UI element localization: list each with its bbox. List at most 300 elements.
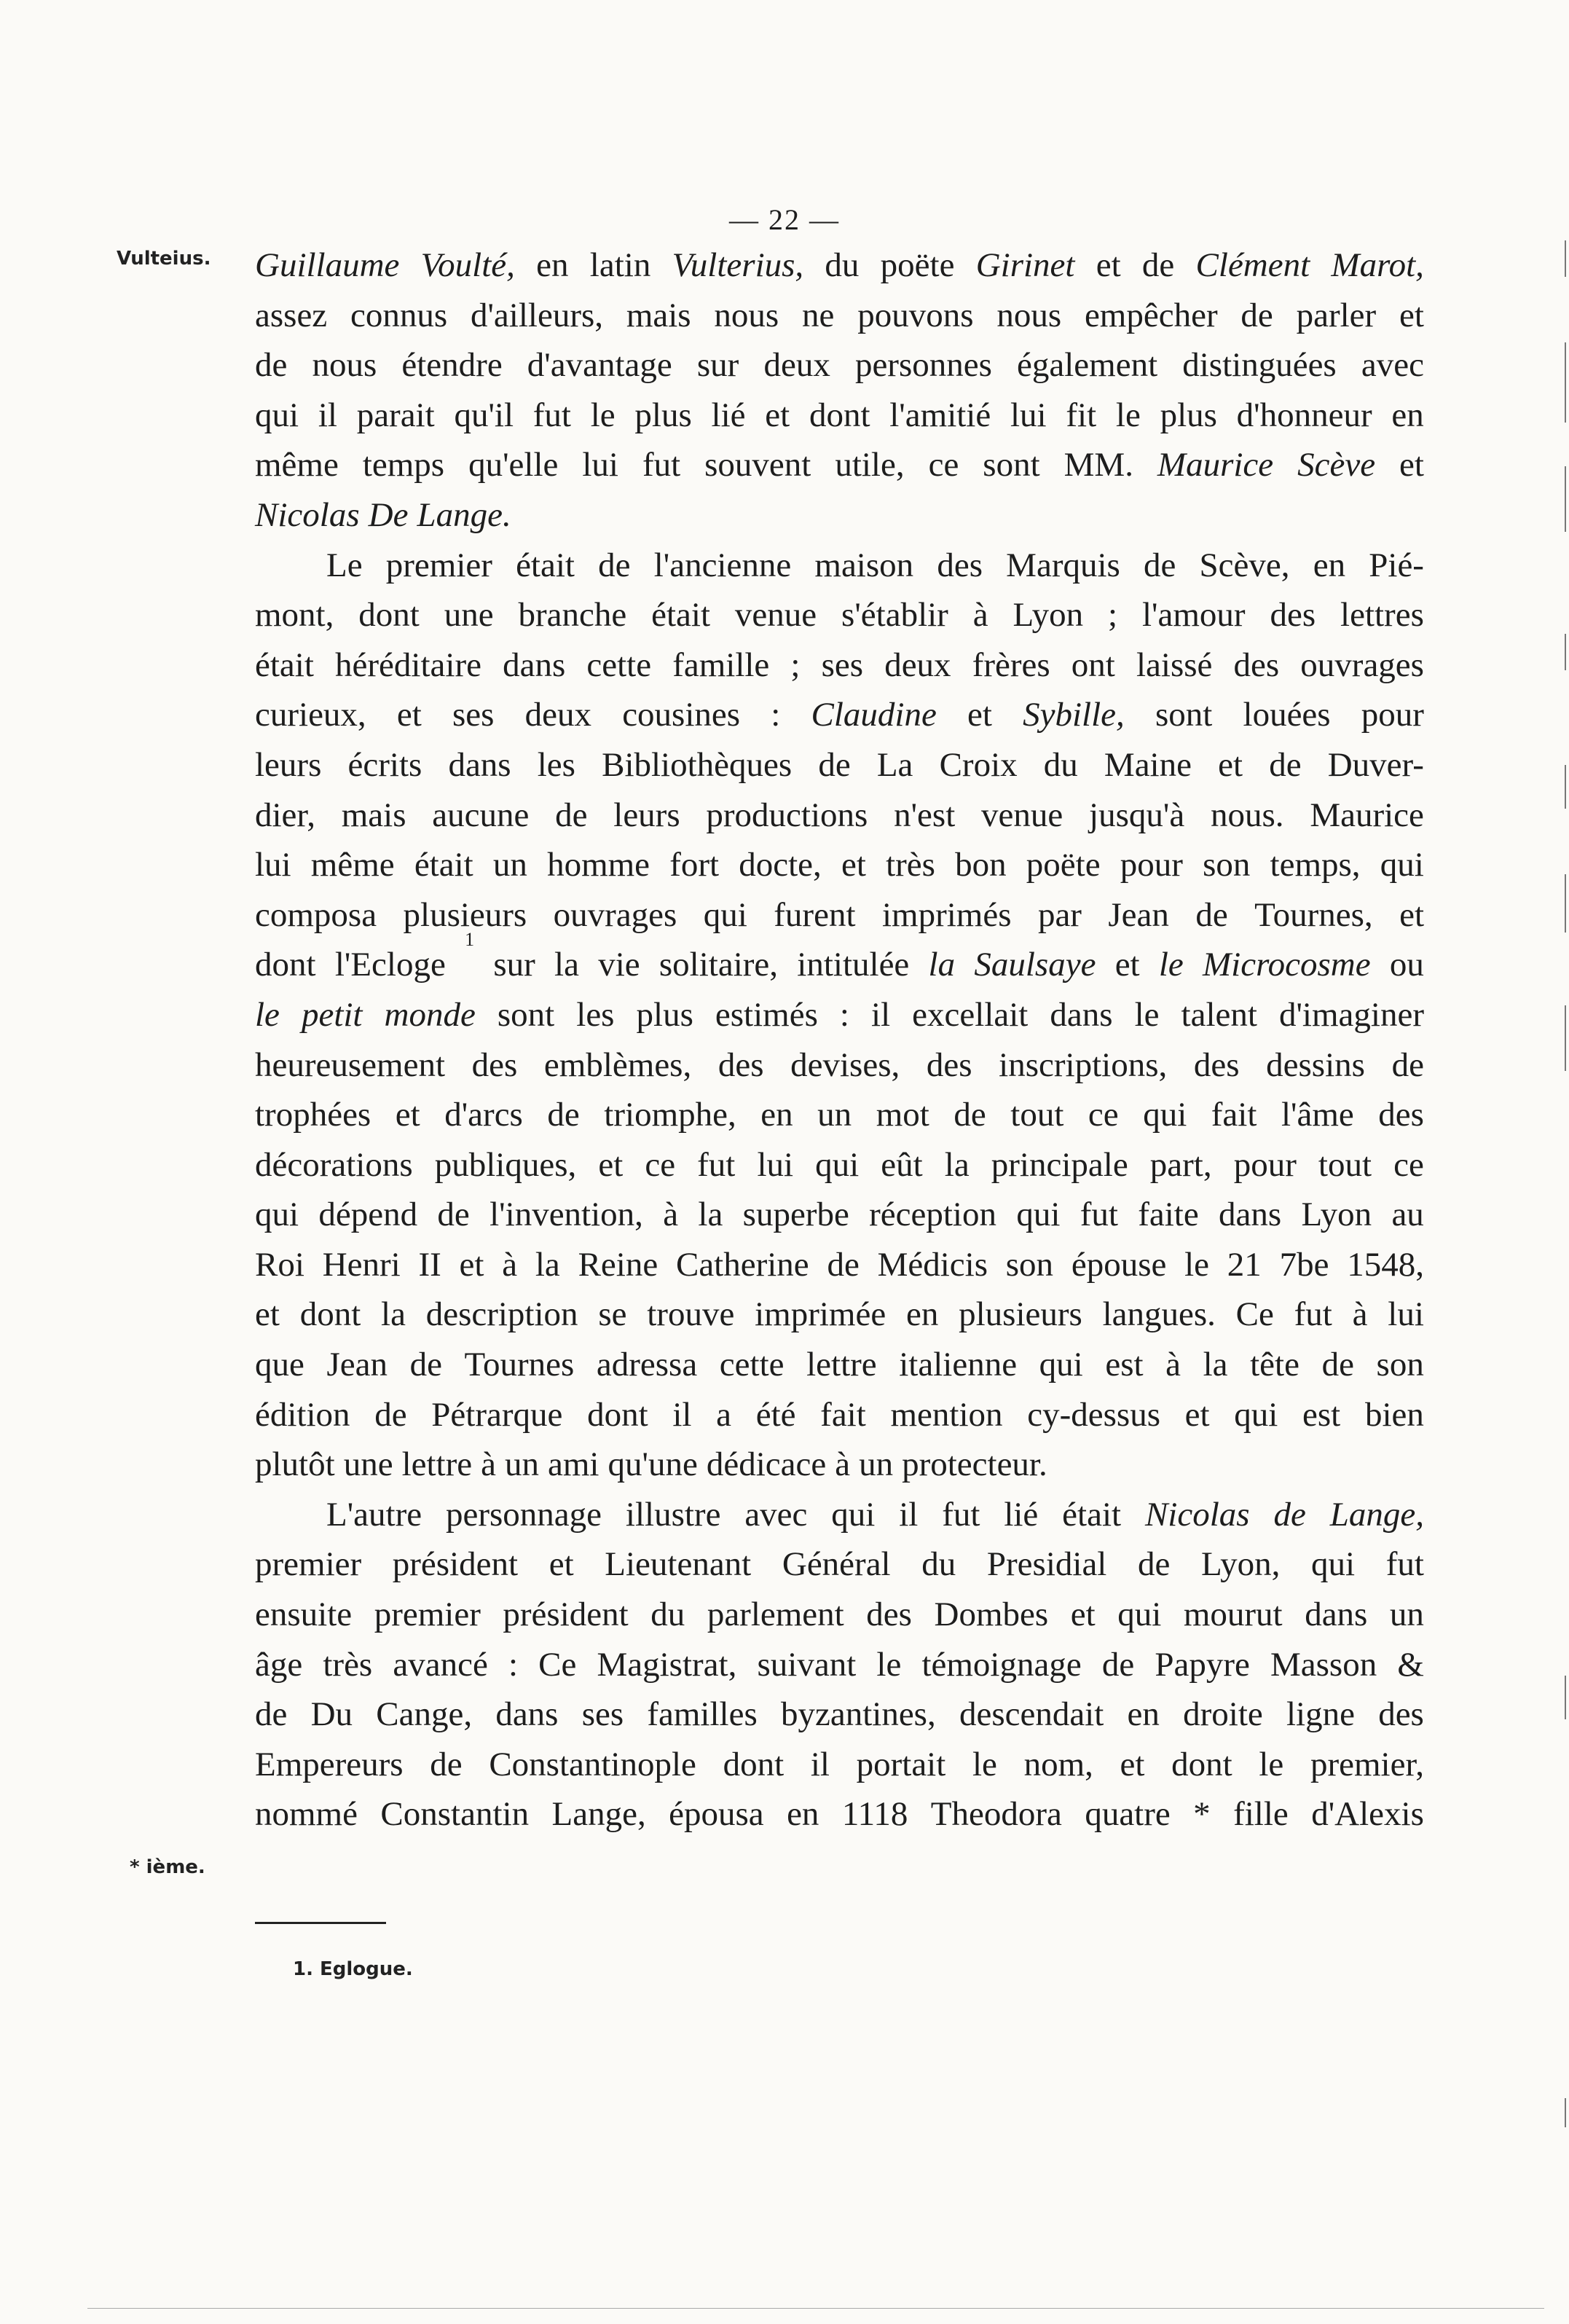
word: italienne — [899, 1346, 1018, 1384]
word: trophées — [255, 1096, 371, 1134]
word: monde — [384, 995, 476, 1034]
word: épousa — [669, 1795, 764, 1834]
word: vie — [598, 946, 640, 984]
text-line — [255, 640, 1424, 691]
word: s'établir — [841, 596, 948, 635]
word: la — [928, 946, 956, 984]
word: il — [899, 1495, 919, 1534]
word: fut — [1385, 1545, 1424, 1584]
text-line — [255, 690, 1424, 740]
word: des — [1378, 1096, 1424, 1134]
word: décorations — [255, 1145, 413, 1184]
word: Pié- — [1369, 546, 1424, 584]
word: de — [827, 1245, 860, 1284]
word: et — [1218, 745, 1243, 784]
word: en — [536, 246, 569, 284]
word: réception — [869, 1196, 996, 1234]
word: Clément — [1195, 246, 1310, 284]
word: imprimée — [755, 1295, 886, 1334]
word: dont — [299, 1295, 361, 1334]
word: un — [505, 1445, 539, 1484]
word: L'autre — [326, 1495, 422, 1534]
word: Lieutenant — [605, 1545, 752, 1584]
word: le — [1184, 1245, 1210, 1284]
text-line — [255, 1190, 1424, 1240]
word: son — [1005, 1245, 1054, 1284]
text-line — [255, 1340, 1424, 1390]
text-line — [255, 929, 1424, 990]
word: et — [841, 846, 866, 884]
text-line — [255, 1440, 1424, 1490]
word: protecteur. — [902, 1445, 1047, 1484]
word: les — [537, 745, 575, 784]
word: lui — [1010, 396, 1047, 434]
word: qui — [1311, 1545, 1356, 1584]
word: et — [1184, 1395, 1210, 1434]
footnote: 1. Eglogue. — [293, 1958, 413, 1980]
word: Sybille, — [1023, 696, 1125, 734]
word: des — [717, 1045, 764, 1084]
word: lui — [255, 846, 291, 884]
word: était — [651, 596, 711, 635]
word: écrits — [347, 745, 422, 784]
text-line — [255, 1740, 1424, 1790]
word: cette — [719, 1346, 784, 1384]
word: fort — [669, 846, 720, 884]
word: de — [818, 745, 851, 784]
word: de — [255, 1695, 288, 1734]
word: temps, — [1270, 846, 1361, 884]
text-line — [255, 840, 1424, 890]
word: deux — [884, 645, 951, 684]
word: Lange. — [417, 495, 511, 534]
word: frères — [972, 645, 1050, 684]
word: famille — [672, 645, 770, 684]
word: dans — [495, 1695, 559, 1734]
word: de — [1391, 1045, 1424, 1084]
word: II — [418, 1245, 441, 1284]
word: de — [555, 796, 588, 834]
word: temps — [362, 446, 445, 484]
word: dans — [448, 745, 511, 784]
text-line — [255, 1140, 1424, 1190]
word: et — [967, 696, 992, 734]
word: Constantin — [380, 1795, 530, 1834]
word: portait — [856, 1745, 946, 1783]
word: pour — [1120, 846, 1183, 884]
word: de — [1195, 895, 1228, 934]
word: principale — [991, 1145, 1128, 1184]
word: lui — [1388, 1295, 1424, 1334]
word: intitulée — [797, 946, 910, 984]
word: Cange, — [376, 1695, 473, 1734]
word: langues. — [1102, 1295, 1216, 1334]
word: mais — [341, 796, 406, 834]
word: premier — [385, 546, 492, 584]
word: et — [1399, 895, 1424, 934]
text-line — [255, 541, 1424, 591]
word: dessins — [1266, 1045, 1365, 1084]
word: ouvrages — [553, 895, 677, 934]
word: leurs — [613, 796, 680, 834]
text-line — [255, 340, 1424, 390]
word: qui — [831, 1495, 876, 1534]
word: ses — [452, 696, 495, 734]
word: nous. — [1211, 796, 1284, 834]
word: premier — [374, 1595, 481, 1634]
word: de — [1141, 246, 1175, 284]
word: homme — [547, 846, 650, 884]
text-line — [255, 1289, 1424, 1340]
word: plus — [636, 995, 693, 1034]
word: au — [1391, 1196, 1424, 1234]
text-line — [255, 1490, 1424, 1540]
word: une — [343, 1445, 393, 1484]
word: jusqu'à — [1089, 796, 1185, 834]
word: mention — [890, 1395, 1003, 1434]
word: un — [817, 1096, 852, 1134]
word: ; — [790, 645, 801, 684]
word: ce — [1088, 1096, 1119, 1134]
word: même — [310, 846, 395, 884]
word: lié — [711, 396, 746, 434]
word: d'honneur — [1236, 396, 1372, 434]
word: illustre — [625, 1495, 721, 1534]
word: il — [672, 1395, 692, 1434]
word: était — [516, 546, 575, 584]
word: également — [1017, 346, 1158, 385]
word: nommé — [255, 1795, 358, 1834]
word: était — [414, 846, 473, 884]
word: sur — [493, 946, 535, 984]
word: 1548, — [1347, 1245, 1424, 1284]
word: était — [255, 645, 314, 684]
word: qui — [255, 1196, 299, 1234]
word: dépend — [318, 1196, 418, 1234]
word: le — [255, 995, 280, 1034]
word: Lyon — [1301, 1196, 1372, 1234]
word: Général — [782, 1545, 891, 1584]
word: la — [381, 1295, 406, 1334]
word: été — [755, 1395, 796, 1434]
word: du — [921, 1545, 956, 1584]
word: Roi — [255, 1245, 304, 1284]
word: qu'une — [607, 1445, 698, 1484]
word: à — [1352, 1295, 1368, 1334]
word: en — [787, 1795, 819, 1834]
word: dans — [1050, 995, 1113, 1034]
word: des — [1270, 596, 1316, 635]
word: Maurice — [1310, 796, 1424, 834]
word: et — [255, 1295, 280, 1334]
word: Ce — [538, 1645, 577, 1684]
word: deux — [763, 346, 830, 385]
edge-mark — [1565, 1005, 1566, 1071]
word: qui — [1380, 846, 1424, 884]
word: des — [1233, 645, 1280, 684]
word: fille — [1233, 1795, 1289, 1834]
word: dont — [358, 596, 420, 635]
word: : — [771, 696, 781, 734]
word: son — [1376, 1346, 1424, 1384]
edge-mark — [1565, 634, 1566, 670]
word: a — [716, 1395, 732, 1434]
word: personnage — [445, 1495, 602, 1534]
word: Constantinople — [489, 1745, 696, 1783]
word: Guillaume — [255, 246, 400, 284]
word: l'âme — [1281, 1096, 1354, 1134]
word: part, — [1149, 1145, 1212, 1184]
word: le — [876, 1645, 902, 1684]
word: nous — [996, 296, 1062, 334]
word: Marquis — [1006, 546, 1120, 584]
word: Maine — [1104, 745, 1192, 784]
word: plutôt — [255, 1445, 335, 1484]
word: Catherine — [675, 1245, 809, 1284]
word: en — [1391, 396, 1424, 434]
word: ne — [802, 296, 835, 334]
word: et — [598, 1145, 624, 1184]
word: Nicolas — [1144, 1495, 1250, 1534]
word: âge — [255, 1645, 303, 1684]
word: Duver- — [1327, 745, 1424, 784]
word: de — [1144, 546, 1176, 584]
word: premier, — [1310, 1745, 1424, 1783]
word: De — [368, 495, 409, 534]
word: en — [760, 1096, 793, 1134]
word: à — [502, 1245, 518, 1284]
edge-mark — [1565, 765, 1566, 809]
word: louées — [1243, 696, 1331, 734]
word: bon — [955, 846, 1007, 884]
word: lui — [757, 1145, 794, 1184]
word: suivant — [757, 1645, 857, 1684]
word: à — [1165, 1346, 1181, 1384]
word: et — [459, 1245, 484, 1284]
word: 21 — [1227, 1245, 1262, 1284]
word: les — [576, 995, 615, 1034]
word: l'amitié — [889, 396, 991, 434]
word: Nicolas — [255, 495, 360, 534]
word: ensuite — [255, 1595, 353, 1634]
word: Microcosme — [1203, 946, 1371, 984]
word: quatre — [1085, 1795, 1171, 1834]
word: plusieurs — [959, 1295, 1082, 1334]
word: et — [548, 1545, 574, 1584]
text-line — [255, 1789, 1424, 1840]
word: des — [866, 1595, 912, 1634]
word: familles — [647, 1695, 758, 1734]
word: excellait — [912, 995, 1029, 1034]
word: 7be — [1279, 1245, 1329, 1284]
word: Bibliothèques — [602, 745, 793, 784]
word: qui — [1016, 1196, 1061, 1234]
word: Tournes — [464, 1346, 575, 1384]
word: la — [944, 1145, 970, 1184]
word: parler — [1296, 296, 1377, 334]
word: deux — [524, 696, 591, 734]
word: de — [430, 1745, 463, 1783]
word: Lyon — [1012, 596, 1084, 635]
word: d'Alexis — [1311, 1795, 1424, 1834]
text-line — [255, 240, 1424, 291]
word: dont — [1171, 1745, 1232, 1783]
word: souvent — [704, 446, 811, 484]
word: * — [1193, 1795, 1211, 1834]
text-line — [255, 490, 1424, 541]
word: de — [1240, 296, 1273, 334]
word: qui — [815, 1145, 860, 1184]
edge-mark — [1565, 342, 1566, 423]
word: qui — [1039, 1346, 1083, 1384]
text-line — [255, 1590, 1424, 1640]
word: Masson — [1270, 1645, 1377, 1684]
word: triomphe, — [604, 1096, 736, 1134]
word: Henri — [322, 1245, 401, 1284]
word: Theodora — [930, 1795, 1062, 1834]
margin-note-vulteius: Vulteius. — [117, 248, 211, 270]
word: petit — [301, 995, 363, 1034]
word: empêcher — [1084, 296, 1218, 334]
word: qui — [1143, 1096, 1187, 1134]
word: et — [765, 396, 790, 434]
word: du — [825, 246, 860, 284]
word: venue — [981, 796, 1063, 834]
word: le — [972, 1745, 997, 1783]
word: description — [425, 1295, 578, 1334]
word: un — [859, 1445, 894, 1484]
word: ami — [548, 1445, 599, 1484]
word: Le — [326, 546, 363, 584]
word: Scève, — [1199, 546, 1290, 584]
footnote-rule — [255, 1922, 386, 1924]
word: pour — [1233, 1145, 1297, 1184]
word: heureusement — [255, 1045, 446, 1084]
word: dans — [1219, 1196, 1282, 1234]
word: il — [871, 995, 891, 1034]
text-line — [255, 1390, 1424, 1440]
word: fait — [1211, 1096, 1257, 1134]
word: adressa — [596, 1346, 698, 1384]
word: Claudine — [811, 696, 937, 734]
word: Jean — [326, 1346, 388, 1384]
text-line — [255, 440, 1424, 490]
word: de — [1101, 1645, 1135, 1684]
word: eût — [881, 1145, 923, 1184]
word: assez — [255, 296, 328, 334]
word: à — [663, 1196, 679, 1234]
page-number: — 22 — — [729, 203, 840, 236]
word: Croix — [939, 745, 1018, 784]
word: premier — [255, 1545, 362, 1584]
word: édition — [255, 1395, 350, 1434]
word: Lange, — [551, 1795, 646, 1834]
word: emblèmes, — [543, 1045, 692, 1084]
text-line — [255, 1240, 1424, 1290]
word: Dombes — [934, 1595, 1049, 1634]
text-line — [255, 1539, 1424, 1590]
word: un — [492, 846, 527, 884]
word: talent — [1181, 995, 1257, 1034]
word: en — [1127, 1695, 1160, 1734]
text-line — [255, 390, 1424, 441]
word: branche — [518, 596, 627, 635]
word: inscriptions, — [999, 1045, 1168, 1084]
word: de — [409, 1346, 442, 1384]
word: il — [810, 1745, 830, 1783]
word: ses — [821, 645, 864, 684]
word: Papyre — [1155, 1645, 1250, 1684]
word: fait — [820, 1395, 866, 1434]
word: par — [1037, 895, 1082, 934]
word: dont — [255, 946, 316, 984]
word: Lyon, — [1201, 1545, 1281, 1584]
edge-mark — [1565, 1676, 1566, 1719]
word: et — [395, 1096, 420, 1134]
word: du — [650, 1595, 685, 1634]
word: lié — [1004, 1495, 1039, 1534]
word: dans — [1305, 1595, 1368, 1634]
word: droite — [1183, 1695, 1263, 1734]
word: fut — [1294, 1295, 1332, 1334]
word: qui — [1234, 1395, 1278, 1434]
word: mot — [876, 1096, 929, 1134]
word: sont — [983, 446, 1040, 484]
word: MM. — [1063, 446, 1133, 484]
word: bien — [1364, 1395, 1424, 1434]
word: héréditaire — [335, 645, 481, 684]
word: ce — [645, 1145, 676, 1184]
word: plus — [1160, 396, 1217, 434]
word: Saulsaye — [974, 946, 1096, 984]
word: Maurice — [1157, 446, 1274, 484]
word: pour — [1361, 696, 1424, 734]
text-line — [255, 790, 1424, 841]
word: tout — [1010, 1096, 1064, 1134]
word: avec — [1361, 346, 1424, 385]
word: ce — [928, 446, 959, 484]
word: et — [1096, 246, 1121, 284]
word: l'Ecloge — [334, 946, 446, 984]
word: Girinet — [975, 246, 1075, 284]
word: des — [1378, 1695, 1424, 1734]
word: plusieurs — [403, 895, 527, 934]
edge-mark — [1565, 874, 1566, 933]
word: sont — [1155, 696, 1213, 734]
word: il — [318, 396, 337, 434]
word: venue — [734, 596, 817, 635]
word: est — [1105, 1346, 1144, 1384]
word: était — [1062, 1495, 1122, 1534]
word: à — [972, 596, 988, 635]
word: laissé — [1136, 645, 1213, 684]
word: d'avantage — [527, 346, 672, 385]
word: épouse — [1071, 1245, 1167, 1284]
word: de — [1138, 1545, 1171, 1584]
word: d'imaginer — [1278, 995, 1424, 1034]
word: parlement — [707, 1595, 844, 1634]
word: mont, — [255, 596, 334, 635]
word: l'amour — [1141, 596, 1246, 635]
word: Ce — [1235, 1295, 1274, 1334]
edge-mark — [1565, 2098, 1566, 2127]
word: utile, — [835, 446, 905, 484]
word: connus — [350, 296, 448, 334]
text-line — [255, 590, 1424, 640]
word: maison — [814, 546, 914, 584]
word: qui — [1117, 1595, 1162, 1634]
word: même — [255, 446, 339, 484]
